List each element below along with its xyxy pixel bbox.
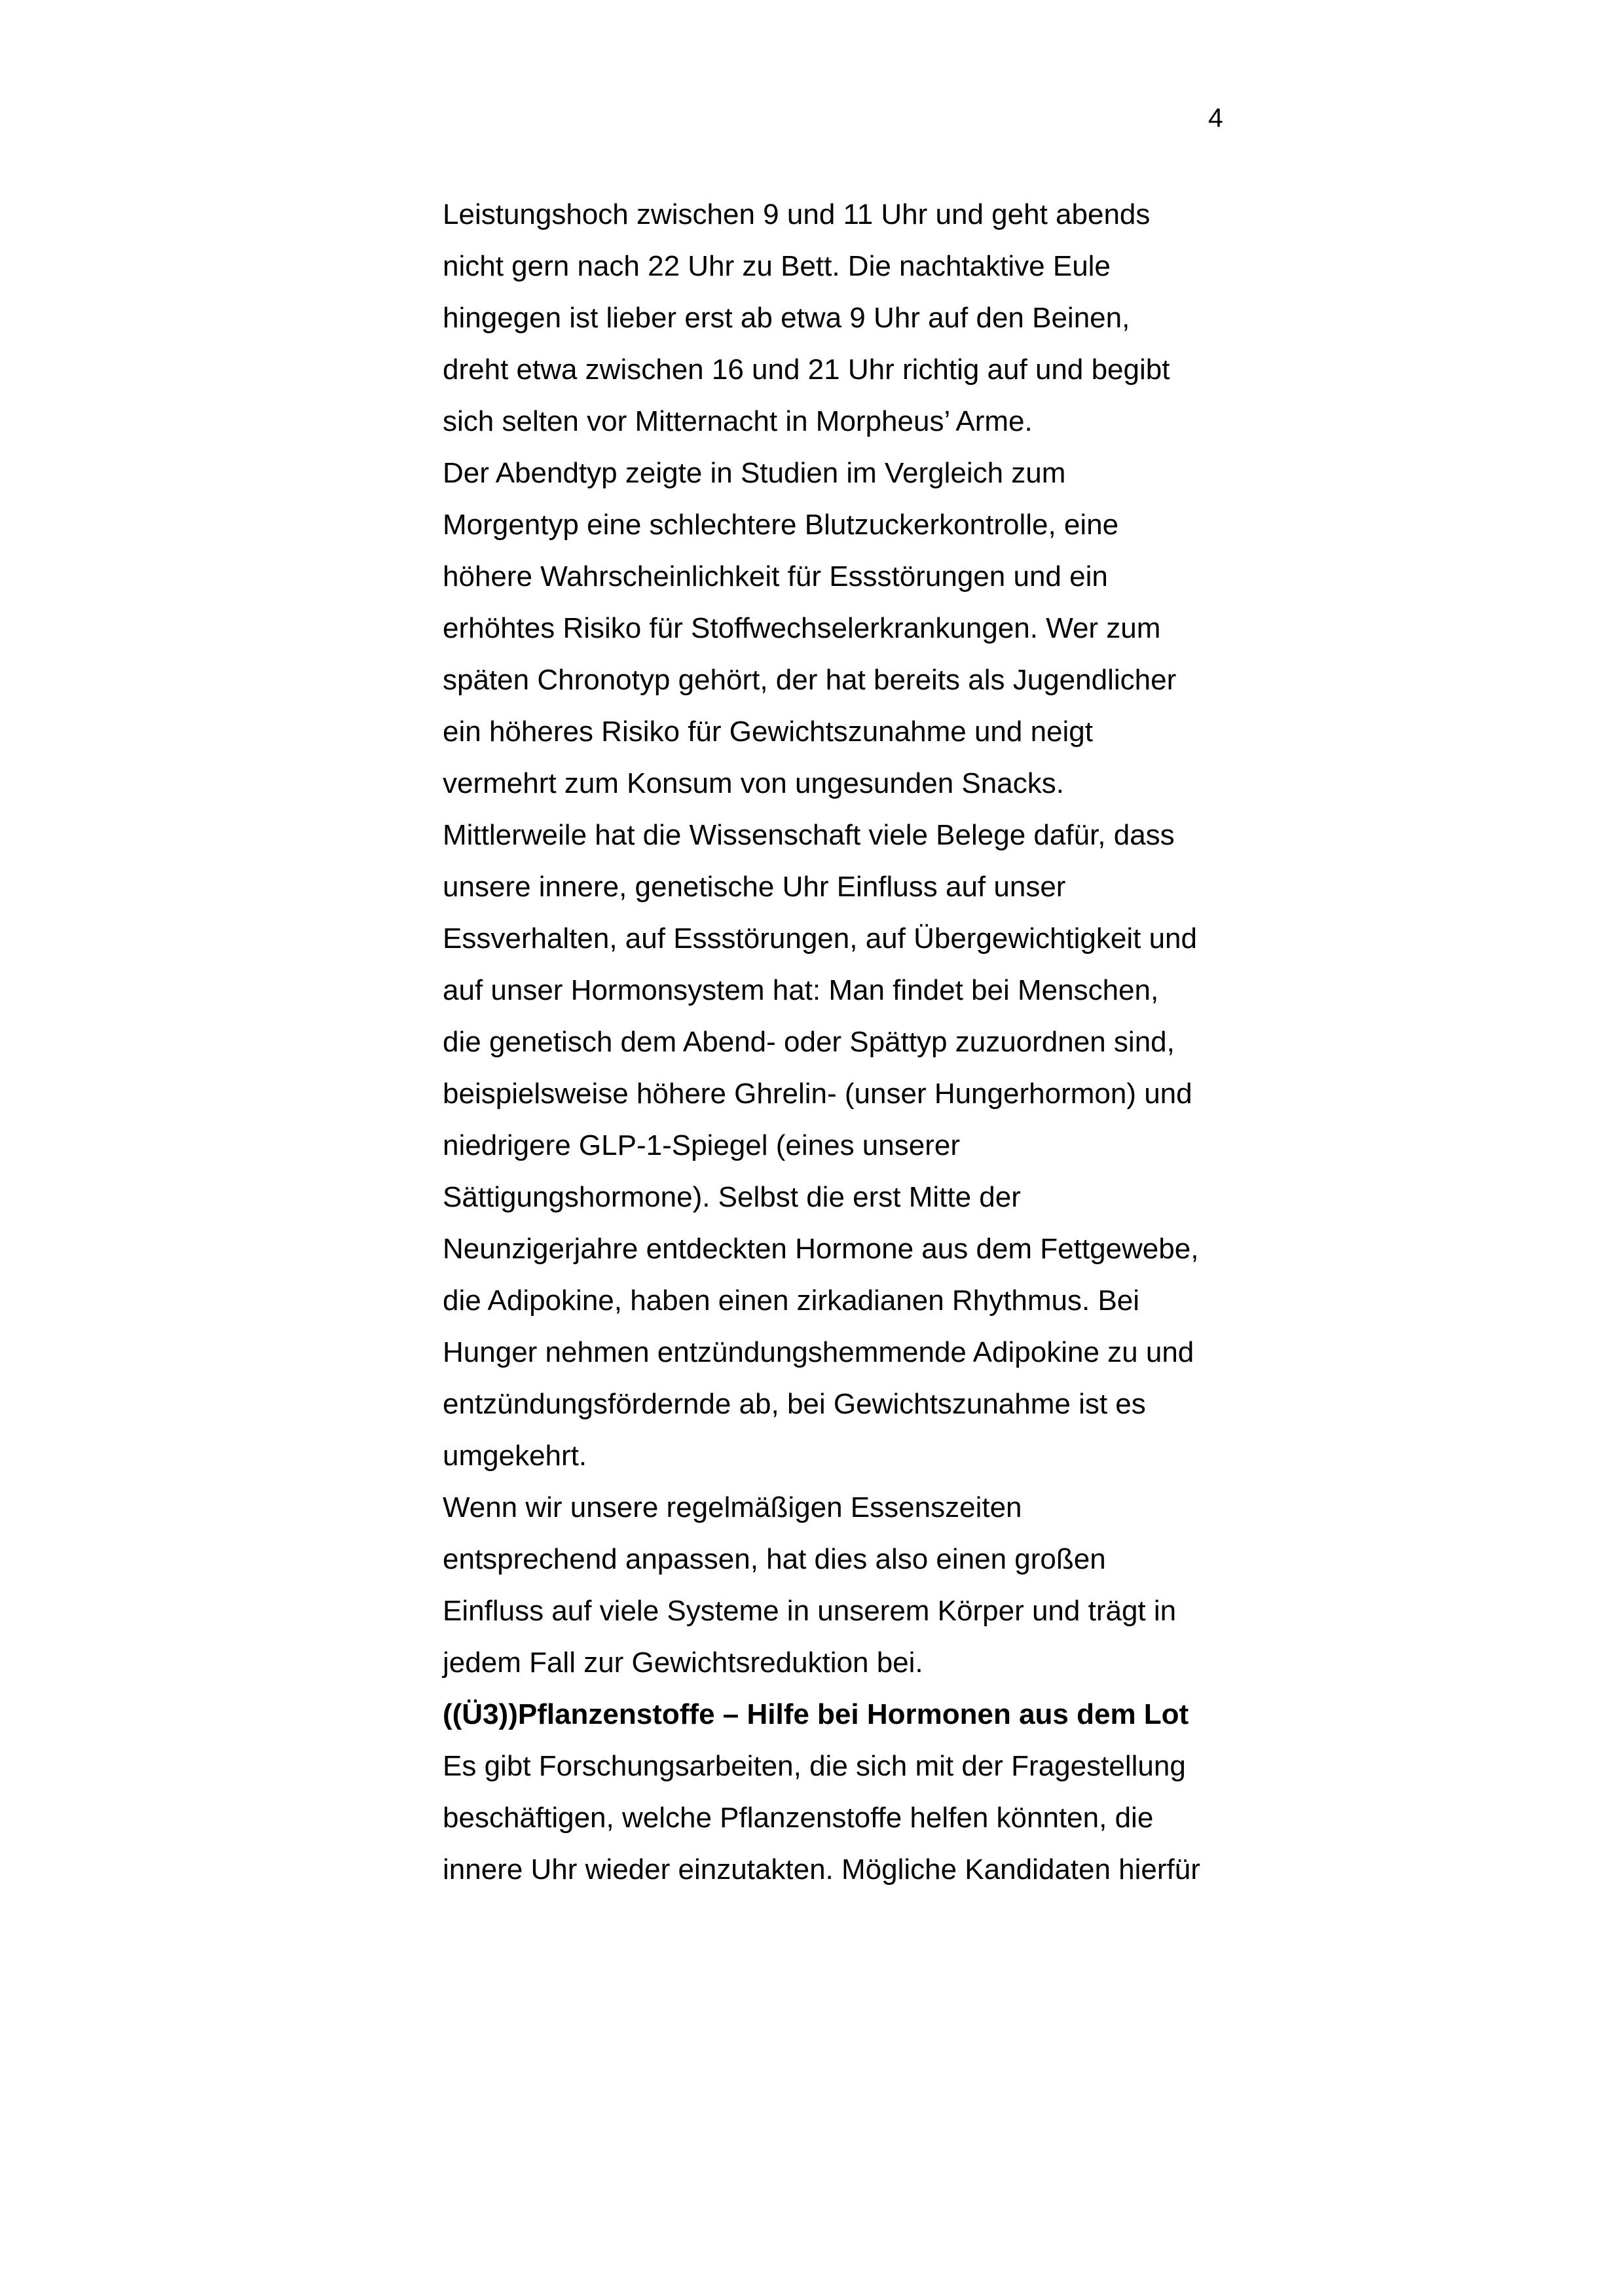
text-line: beispielsweise höhere Ghrelin- (unser Hungerhormon) und — [443, 1078, 1192, 1110]
paragraph-2 — [443, 447, 1261, 809]
text-line: beschäftigen, welche Pflanzenstoffe helfen könnten, die — [443, 1802, 1154, 1834]
text-line: umgekehrt. — [443, 1440, 587, 1472]
text-line: höhere Wahrscheinlichkeit für Essstörungen und ein — [443, 560, 1108, 592]
paragraph-3 — [443, 809, 1261, 1482]
text-line: Wenn wir unsere regelmäßigen Essenszeiten — [443, 1491, 1022, 1523]
text-line: entzündungsfördernde ab, bei Gewichtszunahme ist es — [443, 1388, 1146, 1420]
text-line: die Adipokine, haben einen zirkadianen Rhythmus. Bei — [443, 1285, 1140, 1317]
text-line: niedrigere GLP-1-Spiegel (eines unserer — [443, 1129, 960, 1161]
text-line: nicht gern nach 22 Uhr zu Bett. Die nachtaktive Eule — [443, 250, 1111, 282]
text-line: innere Uhr wieder einzutakten. Mögliche Kandidaten hierfür — [443, 1853, 1200, 1886]
paragraph-1 — [443, 189, 1261, 447]
document-body — [443, 189, 1261, 1895]
text-line: späten Chronotyp gehört, der hat bereits als Jugendlicher — [443, 664, 1177, 696]
page-number: 4 — [1208, 103, 1223, 133]
paragraph-4 — [443, 1482, 1261, 1688]
text-line: erhöhtes Risiko für Stoffwechselerkrankungen. Wer zum — [443, 612, 1161, 644]
text-line: entsprechend anpassen, hat dies also einen großen — [443, 1543, 1106, 1575]
text-line: Mittlerweile hat die Wissenschaft viele Belege dafür, dass — [443, 819, 1175, 851]
text-line: vermehrt zum Konsum von ungesunden Snacks. — [443, 767, 1064, 799]
text-line: sich selten vor Mitternacht in Morpheus’ Arme. — [443, 405, 1033, 437]
text-line: Leistungshoch zwischen 9 und 11 Uhr und geht abends — [443, 198, 1151, 230]
text-line: Es gibt Forschungsarbeiten, die sich mit der Fragestellung — [443, 1750, 1186, 1782]
text-line: Neunzigerjahre entdeckten Hormone aus dem Fettgewebe, — [443, 1233, 1199, 1265]
text-line: Der Abendtyp zeigte in Studien im Vergleich zum — [443, 457, 1066, 489]
text-line: Hunger nehmen entzündungshemmende Adipokine zu und — [443, 1336, 1194, 1368]
text-line: Einfluss auf viele Systeme in unserem Körper und trägt in — [443, 1595, 1177, 1627]
paragraph-5 — [443, 1740, 1261, 1895]
text-line: auf unser Hormonsystem hat: Man findet bei Menschen, — [443, 974, 1159, 1006]
text-line: Morgentyp eine schlechtere Blutzuckerkontrolle, eine — [443, 509, 1119, 541]
text-line: Sättigungshormone). Selbst die erst Mitte der — [443, 1181, 1021, 1213]
text-line: hingegen ist lieber erst ab etwa 9 Uhr auf den Beinen, — [443, 302, 1130, 334]
text-line: Essverhalten, auf Essstörungen, auf Übergewichtigkeit und — [443, 922, 1197, 955]
text-line: ein höheres Risiko für Gewichtszunahme und neigt — [443, 716, 1093, 748]
text-line: unsere innere, genetische Uhr Einfluss auf unser — [443, 871, 1066, 903]
text-line: dreht etwa zwischen 16 und 21 Uhr richtig auf und begibt — [443, 354, 1170, 386]
text-line: jedem Fall zur Gewichtsreduktion bei. — [443, 1647, 923, 1679]
text-line: die genetisch dem Abend- oder Spättyp zuzuordnen sind, — [443, 1026, 1175, 1058]
section-heading: ((Ü3))Pflanzenstoffe – Hilfe bei Hormonen aus dem Lot — [443, 1698, 1189, 1730]
